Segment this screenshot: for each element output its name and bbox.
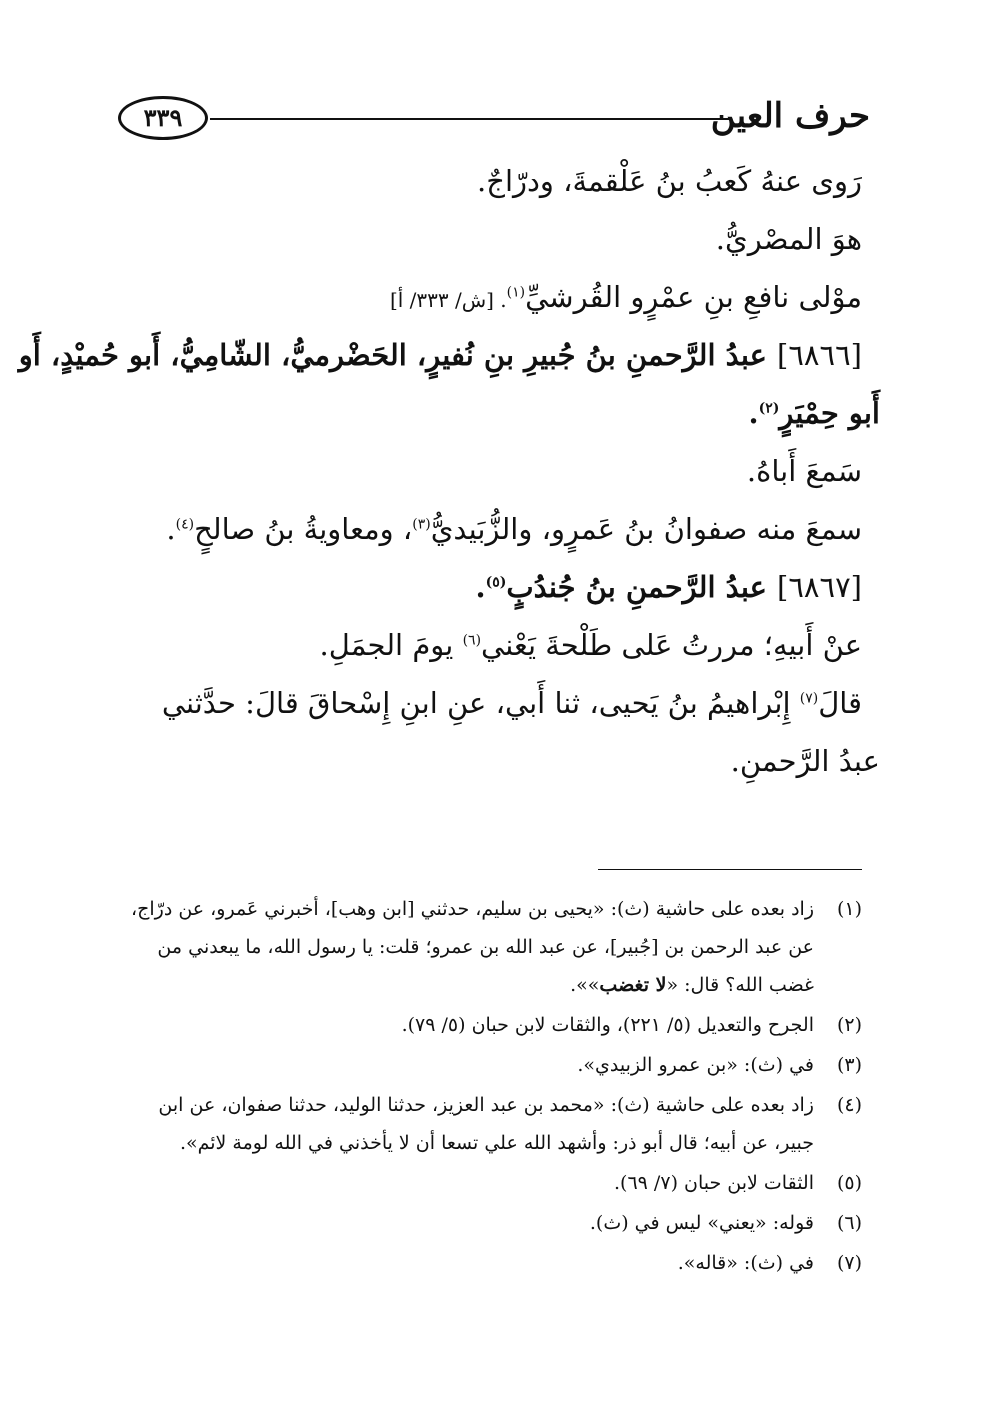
entry-name: عبدُ الرَّحمنِ بنُ جُندُبٍ xyxy=(506,570,767,604)
footnote-item xyxy=(122,1006,862,1044)
text-line: عبدُ الرَّحمنِ. xyxy=(730,744,880,778)
entry-name: عبدُ الرَّحمنِ بنُ جُبيرِ بنِ نُفيرٍ، الحَضْرميُّ، الشّامِيُّ، أَبو حُميْدٍ، أَو xyxy=(18,338,767,372)
entry-6867-heading: [٦٨٦٧] عبدُ الرَّحمنِ بنُ جُندُبٍ$^{(٥)}$. xyxy=(475,570,862,604)
entry-number: [٦٨٦٧] xyxy=(777,570,862,604)
footnote-item xyxy=(122,1046,862,1084)
footnote-text: زاد بعده على حاشية (ث): «يحيى بن سليم، حدثني [ابن وهب]، أخبرني عَمرو، عن درّاج، عن عبد الرحمن بن [جُبير]، عن عبد الله بن عمرو؛ قلت: يا رسول الله، ما يبعدني من غضب الله؟ قال: «لا تغضب»». xyxy=(130,898,814,996)
footnote-marker: (٣) xyxy=(836,1054,862,1076)
footnote-item xyxy=(122,890,862,1004)
text-line: رَوى عنهُ كَعبُ بنُ عَلْقمةَ، ودرّاجٌ. xyxy=(477,164,862,198)
footnote-marker: (٦) xyxy=(836,1212,862,1234)
entry-6866-heading xyxy=(18,326,862,384)
text-line: موْلى نافعِ بنِ عمْرٍو القُرشيِّ$^{(١)}$. [ش/ ٣٣٣/ أ] xyxy=(389,280,862,314)
header-rule xyxy=(210,118,732,120)
footnotes xyxy=(122,890,862,1284)
footnote-ref[interactable]: (١) xyxy=(506,284,526,301)
footnote-separator xyxy=(598,869,862,870)
footnote-item xyxy=(122,1204,862,1242)
footnote-item xyxy=(122,1164,862,1202)
footnote-ref[interactable]: (٥) xyxy=(485,574,507,591)
text-line: سَمعَ أَباهُ. xyxy=(746,454,862,488)
page-number-badge: ٣٣٩ xyxy=(118,96,208,140)
footnote-text: قوله: «يعني» ليس في (ث). xyxy=(589,1212,814,1234)
main-text xyxy=(18,152,880,790)
footnote-text: في (ث): «قاله». xyxy=(677,1252,814,1274)
footnote-marker: (٥) xyxy=(836,1172,862,1194)
text-line: عنْ أَبيهِ؛ مررتُ عَلى طَلْحةَ يَعْني$^{(٦)}$ يومَ الجمَلِ. xyxy=(319,628,862,662)
footnote-item xyxy=(122,1086,862,1162)
text-line: هوَ المصْريُّ. xyxy=(715,222,862,256)
footnote-ref[interactable]: (٦) xyxy=(462,632,482,649)
footnote-ref[interactable]: (٤) xyxy=(175,516,195,533)
footnote-ref[interactable]: (٣) xyxy=(412,516,431,533)
footnote-marker: (١) xyxy=(836,898,862,920)
text-line: سمعَ منه صفوانُ بنُ عَمرٍو، والزُّبَيديُّ$^{(٣)}$، ومعاويةُ بنُ صالحٍ$^{(٤)}$. xyxy=(166,512,862,546)
footnote-ref[interactable]: (٢) xyxy=(758,400,780,417)
footnote-text: الجرح والتعديل (٥/ ٢٢١)، والثقات لابن حبان (٥/ ٧٩). xyxy=(401,1014,814,1036)
footnote-marker: (٤) xyxy=(836,1094,862,1116)
page-header xyxy=(118,88,870,148)
entry-number: [٦٨٦٦] xyxy=(777,338,862,372)
entry-6866-heading-cont: أَبو حِمْيَرٍ$^{(٢)}$. xyxy=(748,396,880,430)
footnote-marker: (٧) xyxy=(836,1252,862,1274)
footnote-marker: (٢) xyxy=(836,1014,862,1036)
text-line: قالَ$^{(٧)}$ إِبْراهيمُ بنُ يَحيى، ثنا أَبي، عنِ ابنِ إِسْحاقَ قالَ: حدَّثني xyxy=(161,686,862,720)
chapter-title: حرف العين xyxy=(710,96,870,136)
footnote-text: زاد بعده على حاشية (ث): «محمد بن عبد العزيز، حدثنا الوليد، حدثنا صفوان، عن ابن جبير، عن أبيه؛ قال أبو ذر: وأشهد الله علي تسعا أن لا يأخذني في الله لومة لائم». xyxy=(158,1094,814,1154)
footnote-item xyxy=(122,1244,862,1282)
footnote-ref[interactable]: (٧) xyxy=(799,690,819,707)
footnote-text: الثقات لابن حبان (٧/ ٦٩). xyxy=(614,1172,814,1194)
footnote-text: في (ث): «بن عمرو الزبيدي». xyxy=(577,1054,814,1076)
